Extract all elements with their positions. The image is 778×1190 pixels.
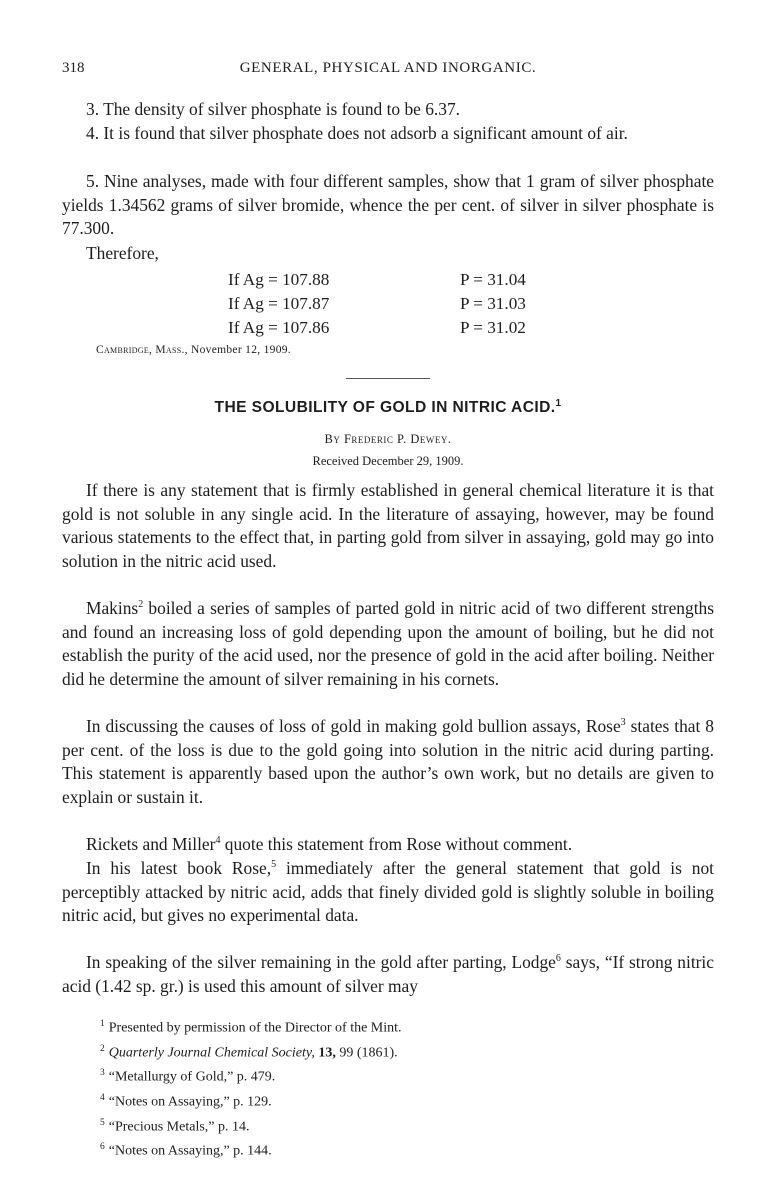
equation-result: P = 31.03 bbox=[460, 294, 526, 313]
footnote-number: 1 bbox=[100, 1019, 105, 1029]
footnote-text: “Notes on Assaying,” p. 144. bbox=[108, 1143, 272, 1159]
footnote bbox=[100, 1137, 700, 1162]
dateline bbox=[96, 344, 291, 356]
footnote bbox=[100, 1088, 700, 1113]
footnote-text: “Metallurgy of Gold,” p. 479. bbox=[108, 1069, 276, 1085]
preceding-item-3: 3. The density of silver phosphate is found to be 6.37. bbox=[86, 99, 461, 119]
footnote-mark: 5 bbox=[271, 859, 277, 871]
footnote bbox=[100, 1039, 700, 1064]
therefore-line: Therefore, bbox=[86, 243, 159, 263]
footnote-number: 4 bbox=[100, 1092, 105, 1103]
paragraph-text: quote this statement from Rose without comment. bbox=[220, 834, 573, 854]
section-divider bbox=[346, 378, 430, 379]
footnote bbox=[100, 1113, 700, 1138]
body-paragraph bbox=[62, 715, 714, 809]
page-number: 318 bbox=[62, 60, 85, 76]
paragraph-text: immediately after the general statement that gold is not perceptibly attacked by nitric acid, adds that finely divided gold is slightly soluble in boiling nitric acid, but gives no experimental data. bbox=[62, 858, 714, 926]
footnote-number: 3 bbox=[100, 1068, 105, 1079]
equation-condition: If Ag = 107.87 bbox=[228, 294, 330, 313]
equation-result: P = 31.02 bbox=[460, 318, 526, 337]
dateline-date: November 12, 1909. bbox=[191, 344, 291, 356]
footnote-text: “Precious Metals,” p. 14. bbox=[108, 1119, 250, 1135]
body-paragraph bbox=[62, 597, 714, 691]
body-paragraph bbox=[62, 857, 714, 928]
article-title bbox=[62, 399, 714, 417]
equation-result: P = 31.04 bbox=[460, 270, 526, 289]
body-paragraph bbox=[62, 833, 714, 857]
footnote-number: 2 bbox=[100, 1043, 105, 1054]
article-title-text: THE SOLUBILITY OF GOLD IN NITRIC ACID. bbox=[214, 399, 556, 416]
received-date: Received December 29, 1909. bbox=[312, 454, 464, 468]
footnote-text: Presented by permission of the Director of the Mint. bbox=[108, 1020, 402, 1036]
body-paragraph bbox=[62, 479, 714, 573]
footnote-mark: 3 bbox=[620, 717, 626, 729]
paragraph-text: boiled a series of samples of parted gold in nitric acid of two different strengths and found an increasing loss of gold depending upon the amount of boiling, but he did not establish the purity of the acid used, nor the presence of gold in the acid after boiling. Neither did he determine the amount of silver remaining in his cornets. bbox=[62, 598, 714, 689]
footnote-volume: 13, bbox=[318, 1045, 336, 1061]
footnote-journal: Quarterly Journal Chemical Society, bbox=[108, 1045, 315, 1061]
footnote-mark: 1 bbox=[555, 397, 562, 409]
footnote-text: 99 (1861). bbox=[339, 1045, 398, 1061]
paragraph-text: Rickets and Miller bbox=[86, 834, 216, 854]
paragraph-text: If there is any statement that is firmly established in general chemical literature it is that gold is not soluble in any single acid. In the literature of assaying, however, may be found various statements to the effect that, in parting gold from silver in assaying, gold may go into solution in the nitric acid used. bbox=[62, 480, 714, 571]
paragraph-text: In discussing the causes of loss of gold in making gold bullion assays, Rose bbox=[86, 716, 621, 736]
paragraph-text: In speaking of the silver remaining in the gold after parting, Lodge bbox=[86, 952, 556, 972]
dateline-place: Cambridge, Mass., bbox=[96, 344, 188, 356]
running-head bbox=[62, 60, 714, 84]
byline: By Frederic P. Dewey. bbox=[324, 432, 452, 446]
footnote-mark: 6 bbox=[555, 953, 561, 965]
footnote-number: 6 bbox=[100, 1142, 105, 1153]
footnote-number: 5 bbox=[100, 1117, 105, 1128]
body-paragraph bbox=[62, 951, 714, 998]
preceding-item-4: 4. It is found that silver phosphate does not adsorb a significant amount of air. bbox=[86, 123, 628, 143]
running-title: GENERAL, PHYSICAL AND INORGANIC. bbox=[239, 60, 537, 76]
preceding-item-5: 5. Nine analyses, made with four different samples, show that 1 gram of silver phosphate yields 1.34562 grams of silver bromide, whence the per cent. of silver in silver phosphate is 77.300. bbox=[62, 171, 714, 239]
footnotes bbox=[100, 1014, 700, 1162]
footnote bbox=[100, 1063, 700, 1088]
paragraph-text: In his latest book Rose, bbox=[86, 858, 272, 878]
footnote-mark: 2 bbox=[138, 599, 144, 611]
paragraph-text: states that 8 per cent. of the loss is due to the gold going into solution in the nitric acid during parting. This statement is apparently based upon the author’s own work, but no details are given to explain or sustain it. bbox=[62, 716, 715, 807]
footnote-mark: 4 bbox=[215, 835, 221, 847]
paragraph-text: Makins bbox=[86, 598, 139, 618]
equation-condition: If Ag = 107.86 bbox=[228, 318, 330, 337]
footnote bbox=[100, 1014, 700, 1039]
footnote-text: “Notes on Assaying,” p. 129. bbox=[108, 1094, 272, 1110]
paragraph-text: says, “If strong nitric acid (1.42 sp. gr.) is used this amount of silver may bbox=[62, 952, 714, 996]
equation-condition: If Ag = 107.88 bbox=[228, 270, 330, 289]
